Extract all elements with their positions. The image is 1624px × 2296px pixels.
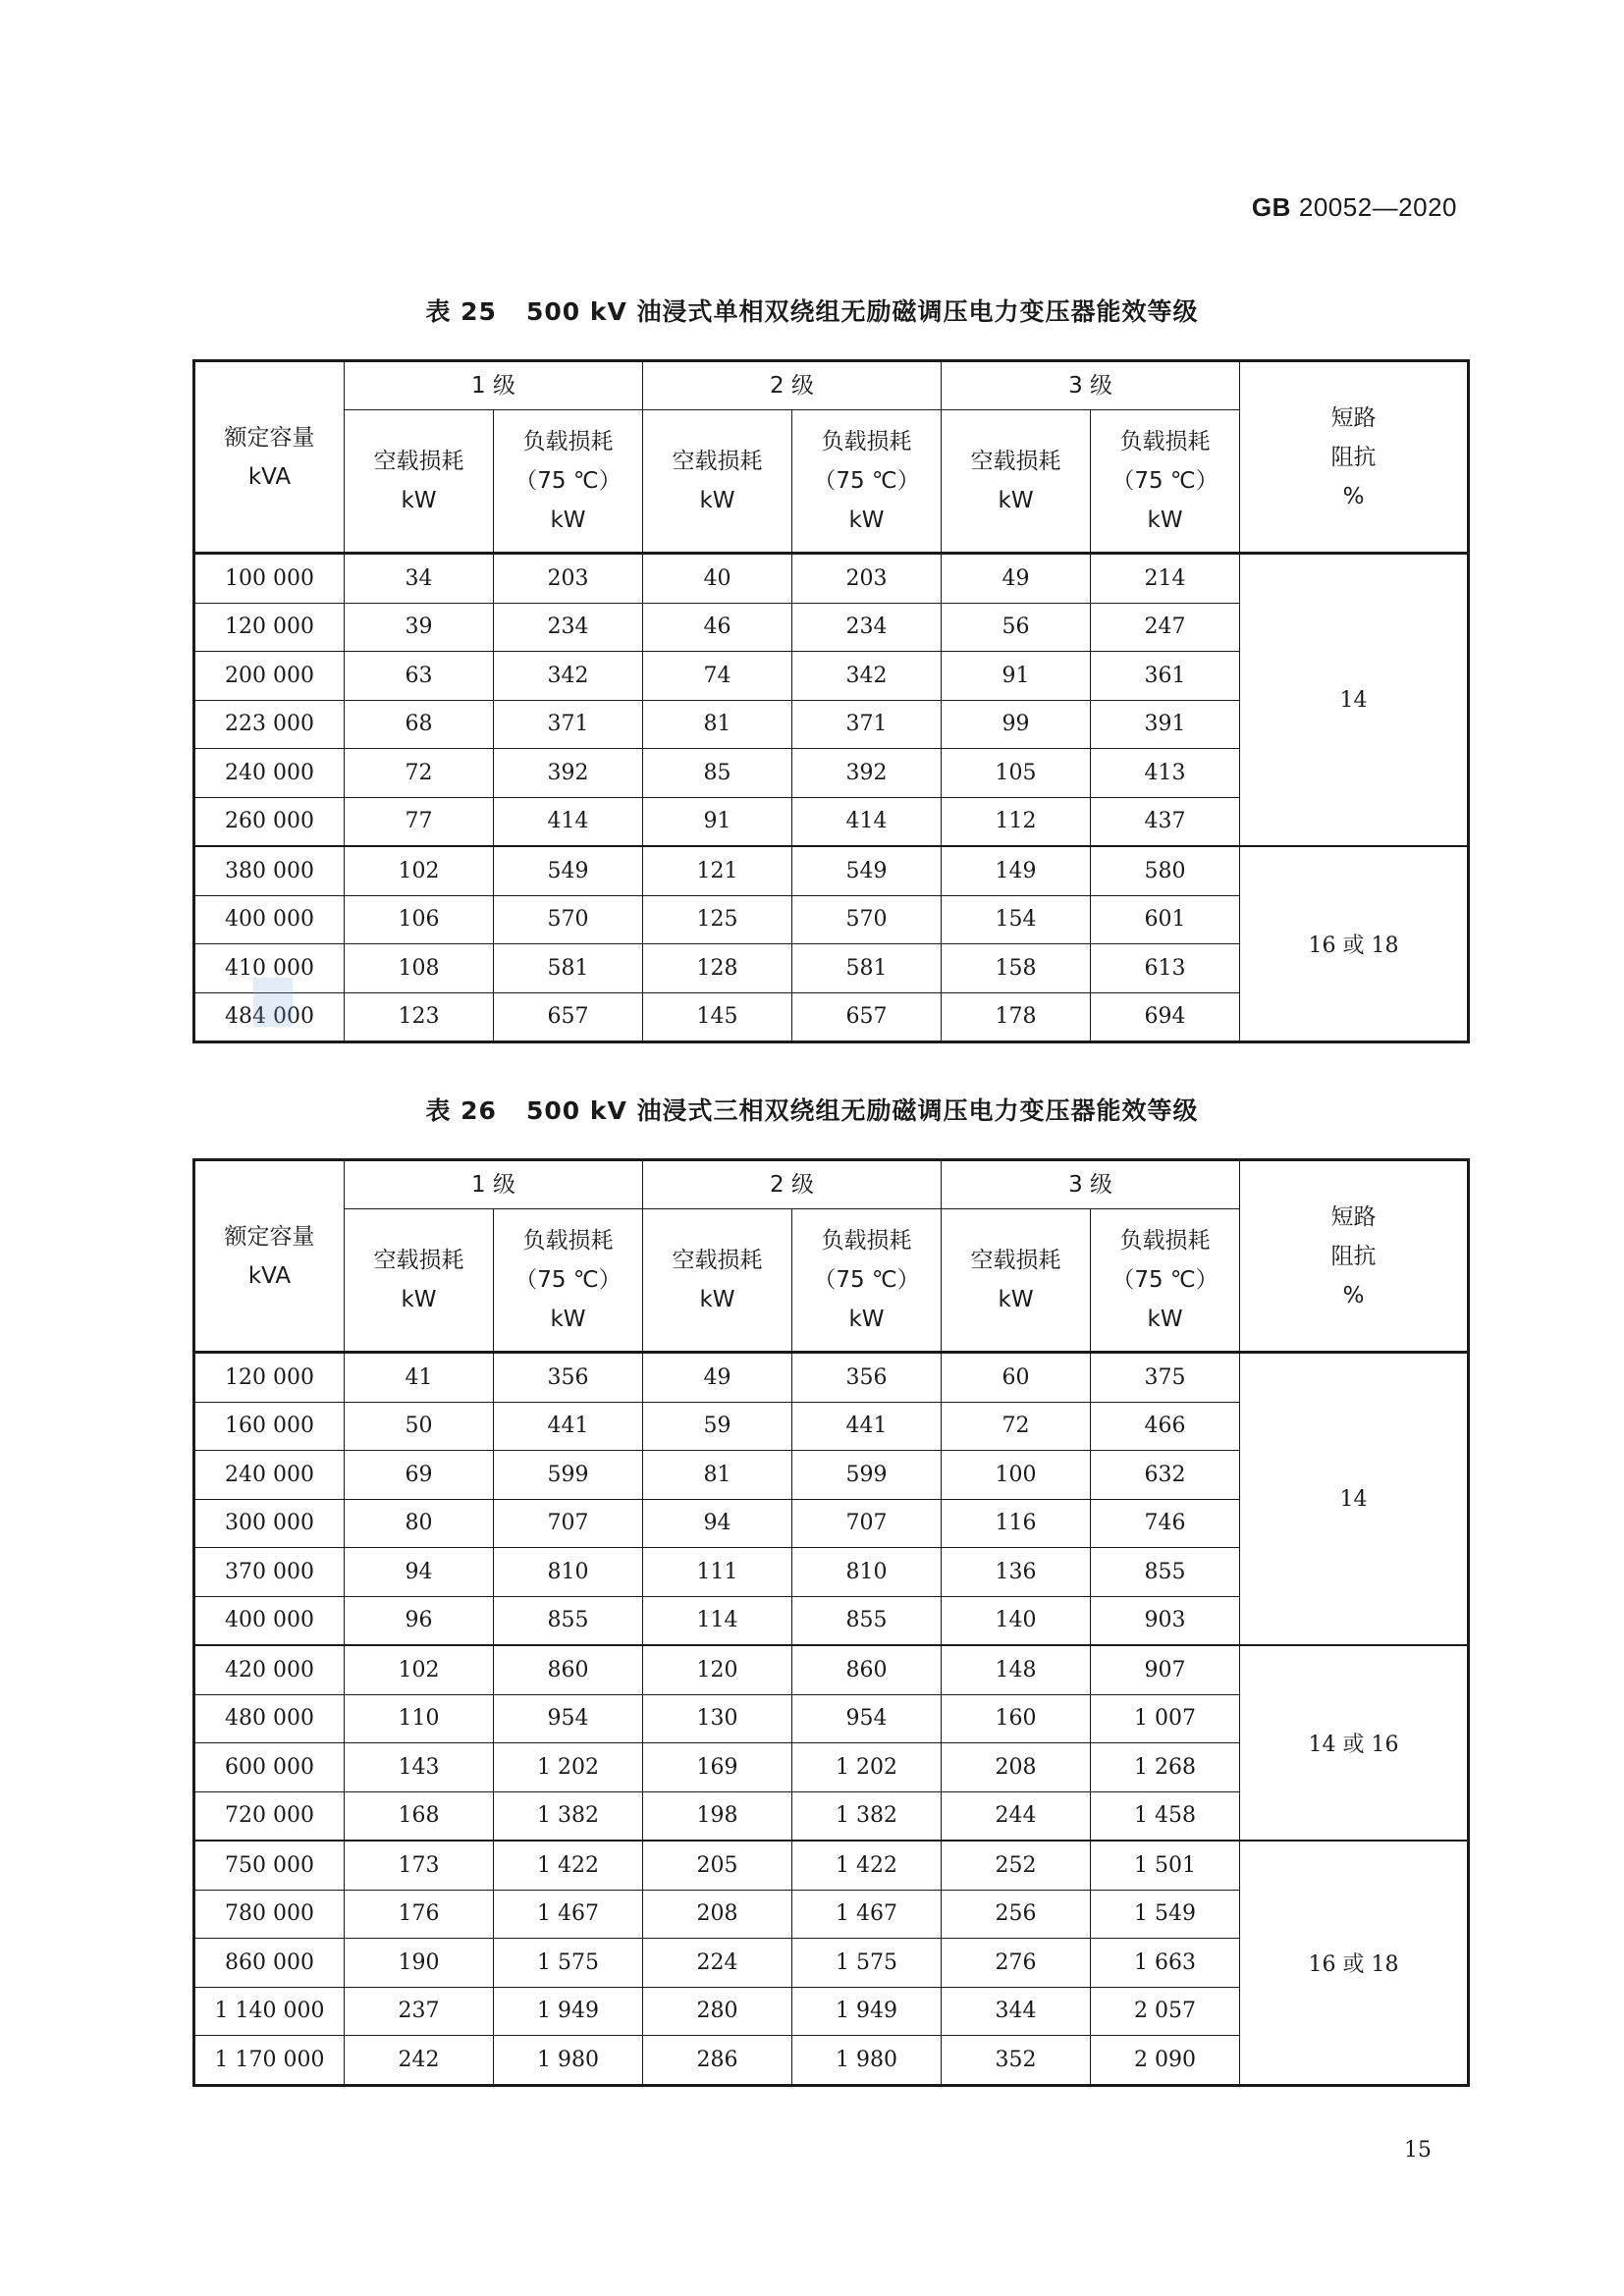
loss-cell: 391 (1091, 700, 1240, 749)
impedance-cell: 14 或 16 (1240, 1645, 1469, 1841)
loss-cell: 237 (345, 1987, 494, 2036)
loss-cell: 190 (345, 1939, 494, 1988)
loss-cell: 599 (792, 1451, 942, 1500)
loss-cell: 280 (643, 1987, 792, 2036)
loss-cell: 96 (345, 1596, 494, 1645)
impedance-cell: 14 (1240, 1353, 1469, 1646)
loss-cell: 252 (942, 1841, 1091, 1890)
loss-cell: 143 (345, 1743, 494, 1792)
header-line: kW (848, 507, 885, 533)
loss-cell: 120 (643, 1645, 792, 1694)
header-line: 负载损耗 (522, 429, 614, 454)
header-line: （75 ℃） (813, 1267, 920, 1293)
capacity-cell: 720 000 (194, 1791, 345, 1841)
grade-header: 2 级 (643, 361, 942, 410)
loss-cell: 176 (345, 1890, 494, 1939)
loss-cell: 50 (345, 1402, 494, 1451)
load-loss-header (792, 1209, 942, 1353)
loss-cell: 110 (345, 1694, 494, 1743)
capacity-cell: 420 000 (194, 1645, 345, 1694)
loss-cell: 356 (792, 1353, 942, 1403)
loss-cell: 356 (494, 1353, 643, 1403)
loss-cell: 414 (494, 797, 643, 846)
loss-cell: 361 (1091, 652, 1240, 701)
header-line: 空载损耗 (672, 1248, 763, 1273)
loss-cell: 69 (345, 1451, 494, 1500)
loss-cell: 549 (792, 846, 942, 895)
grade-header: 3 级 (942, 361, 1240, 410)
loss-cell: 208 (942, 1743, 1091, 1792)
loss-cell: 580 (1091, 846, 1240, 895)
loss-cell: 46 (643, 603, 792, 652)
loss-cell: 1 467 (494, 1890, 643, 1939)
capacity-cell: 370 000 (194, 1548, 345, 1597)
header-line: kW (401, 488, 437, 513)
header-line: 负载损耗 (1119, 429, 1211, 454)
loss-cell: 121 (643, 846, 792, 895)
loss-cell: 599 (494, 1451, 643, 1500)
loss-cell: 173 (345, 1841, 494, 1890)
loss-cell: 414 (792, 797, 942, 846)
header-line: 负载损耗 (1119, 1228, 1211, 1254)
loss-cell: 160 (942, 1694, 1091, 1743)
loss-cell: 1 949 (494, 1987, 643, 2036)
loss-cell: 1 949 (792, 1987, 942, 2036)
loss-cell: 441 (494, 1402, 643, 1451)
loss-cell: 1 382 (494, 1791, 643, 1841)
loss-cell: 145 (643, 992, 792, 1042)
loss-cell: 68 (345, 700, 494, 749)
capacity-cell: 380 000 (194, 846, 345, 895)
grade-header: 1 级 (345, 361, 643, 410)
loss-cell: 234 (494, 603, 643, 652)
header-line: （75 ℃） (514, 1267, 622, 1293)
loss-cell: 392 (792, 749, 942, 798)
load-loss-header (494, 410, 643, 554)
loss-cell: 100 (942, 1451, 1091, 1500)
loss-cell: 81 (643, 700, 792, 749)
header-line: （75 ℃） (1111, 468, 1218, 494)
loss-cell: 91 (643, 797, 792, 846)
capacity-cell: 600 000 (194, 1743, 345, 1792)
loss-cell: 123 (345, 992, 494, 1042)
loss-cell: 74 (643, 652, 792, 701)
loss-cell: 1 980 (494, 2036, 643, 2086)
no-load-loss-header (942, 1209, 1091, 1353)
table26-caption-text: 500 kV 油浸式三相双绕组无励磁调压电力变压器能效等级 (525, 1096, 1199, 1125)
impedance-cell: 16 或 18 (1240, 1841, 1469, 2085)
loss-cell: 371 (494, 700, 643, 749)
loss-cell: 632 (1091, 1451, 1240, 1500)
capacity-cell: 410 000 (194, 944, 345, 993)
loss-cell: 1 467 (792, 1890, 942, 1939)
loss-cell: 39 (345, 603, 494, 652)
loss-cell: 168 (345, 1791, 494, 1841)
load-loss-header (1091, 1209, 1240, 1353)
capacity-cell: 400 000 (194, 1596, 345, 1645)
loss-cell: 441 (792, 1402, 942, 1451)
loss-cell: 60 (942, 1353, 1091, 1403)
loss-cell: 342 (494, 652, 643, 701)
loss-cell: 907 (1091, 1645, 1240, 1694)
loss-cell: 657 (792, 992, 942, 1042)
loss-cell: 549 (494, 846, 643, 895)
standard-code (1252, 192, 1457, 223)
load-loss-header (792, 410, 942, 554)
loss-cell: 1 575 (494, 1939, 643, 1988)
capacity-cell: 1 140 000 (194, 1987, 345, 2036)
loss-cell: 1 980 (792, 2036, 942, 2086)
loss-cell: 111 (643, 1548, 792, 1597)
capacity-cell: 860 000 (194, 1939, 345, 1988)
loss-cell: 437 (1091, 797, 1240, 846)
loss-cell: 1 663 (1091, 1939, 1240, 1988)
table25-caption-number: 表 25 (425, 297, 497, 326)
header-line: kW (998, 1287, 1034, 1312)
header-line: 空载损耗 (970, 1248, 1061, 1273)
no-load-loss-header (345, 1209, 494, 1353)
impedance-header (1240, 1160, 1469, 1353)
header-line: % (1342, 483, 1365, 509)
header-line: 阻抗 (1330, 1243, 1377, 1269)
no-load-loss-header (345, 410, 494, 554)
rated-capacity-header (194, 361, 345, 554)
loss-cell: 112 (942, 797, 1091, 846)
loss-cell: 125 (643, 895, 792, 944)
header-line: 负载损耗 (821, 1228, 912, 1254)
header-line: （75 ℃） (1111, 1267, 1218, 1293)
no-load-loss-header (643, 1209, 792, 1353)
capacity-cell: 400 000 (194, 895, 345, 944)
loss-cell: 413 (1091, 749, 1240, 798)
loss-cell: 694 (1091, 992, 1240, 1042)
table25 (192, 359, 1470, 1043)
loss-cell: 286 (643, 2036, 792, 2086)
loss-cell: 116 (942, 1499, 1091, 1548)
capacity-cell: 100 000 (194, 554, 345, 604)
header-line: 空载损耗 (672, 449, 763, 474)
loss-cell: 860 (494, 1645, 643, 1694)
table26-caption (0, 1092, 1624, 1127)
capacity-cell: 750 000 (194, 1841, 345, 1890)
loss-cell: 1 575 (792, 1939, 942, 1988)
capacity-cell: 200 000 (194, 652, 345, 701)
loss-cell: 34 (345, 554, 494, 604)
header-line: kW (1147, 1307, 1183, 1332)
loss-cell: 208 (643, 1890, 792, 1939)
loss-cell: 85 (643, 749, 792, 798)
loss-cell: 570 (494, 895, 643, 944)
header-line: kW (699, 1287, 735, 1312)
loss-cell: 1 549 (1091, 1890, 1240, 1939)
loss-cell: 344 (942, 1987, 1091, 2036)
loss-cell: 855 (494, 1596, 643, 1645)
loss-cell: 72 (942, 1402, 1091, 1451)
loss-cell: 198 (643, 1791, 792, 1841)
loss-cell: 140 (942, 1596, 1091, 1645)
loss-cell: 214 (1091, 554, 1240, 604)
loss-cell: 1 501 (1091, 1841, 1240, 1890)
loss-cell: 41 (345, 1353, 494, 1403)
loss-cell: 1 422 (792, 1841, 942, 1890)
loss-cell: 276 (942, 1939, 1091, 1988)
header-line: 负载损耗 (522, 1228, 614, 1254)
loss-cell: 203 (792, 554, 942, 604)
loss-cell: 128 (643, 944, 792, 993)
loss-cell: 102 (345, 1645, 494, 1694)
loss-cell: 570 (792, 895, 942, 944)
header-line: 负载损耗 (821, 429, 912, 454)
loss-cell: 80 (345, 1499, 494, 1548)
loss-cell: 40 (643, 554, 792, 604)
loss-cell: 746 (1091, 1499, 1240, 1548)
capacity-cell: 260 000 (194, 797, 345, 846)
loss-cell: 49 (643, 1353, 792, 1403)
loss-cell: 601 (1091, 895, 1240, 944)
loss-cell: 256 (942, 1890, 1091, 1939)
capacity-cell: 480 000 (194, 1694, 345, 1743)
loss-cell: 613 (1091, 944, 1240, 993)
loss-cell: 1 202 (792, 1743, 942, 1792)
header-line: kW (1147, 507, 1183, 533)
table-row (194, 1353, 1469, 1403)
loss-cell: 860 (792, 1645, 942, 1694)
header-line: 短路 (1330, 404, 1377, 431)
grade-header: 3 级 (942, 1160, 1240, 1209)
loss-cell: 178 (942, 992, 1091, 1042)
loss-cell: 77 (345, 797, 494, 846)
loss-cell: 371 (792, 700, 942, 749)
loss-cell: 1 268 (1091, 1743, 1240, 1792)
loss-cell: 903 (1091, 1596, 1240, 1645)
loss-cell: 99 (942, 700, 1091, 749)
loss-cell: 375 (1091, 1353, 1240, 1403)
loss-cell: 466 (1091, 1402, 1240, 1451)
header-line: 阻抗 (1330, 444, 1377, 470)
capacity-cell: 300 000 (194, 1499, 345, 1548)
loss-cell: 63 (345, 652, 494, 701)
loss-cell: 244 (942, 1791, 1091, 1841)
loss-cell: 810 (792, 1548, 942, 1597)
loss-cell: 954 (792, 1694, 942, 1743)
impedance-cell: 16 或 18 (1240, 846, 1469, 1042)
loss-cell: 352 (942, 2036, 1091, 2086)
header-line: kW (848, 1307, 885, 1332)
loss-cell: 81 (643, 1451, 792, 1500)
rated-capacity-header (194, 1160, 345, 1353)
capacity-cell: 160 000 (194, 1402, 345, 1451)
header-line: kW (998, 488, 1034, 513)
loss-cell: 72 (345, 749, 494, 798)
table-row (194, 846, 1469, 895)
loss-cell: 657 (494, 992, 643, 1042)
loss-cell: 1 202 (494, 1743, 643, 1792)
capacity-cell: 780 000 (194, 1890, 345, 1939)
loss-cell: 149 (942, 846, 1091, 895)
loss-cell: 234 (792, 603, 942, 652)
header-line: kVA (247, 1262, 292, 1289)
capacity-cell: 1 170 000 (194, 2036, 345, 2086)
header-line: 空载损耗 (970, 449, 1061, 474)
page-number: 15 (1404, 2138, 1432, 2163)
loss-cell: 106 (345, 895, 494, 944)
table25-caption (0, 293, 1624, 328)
capacity-cell: 484 000 (194, 992, 345, 1042)
header-line: 额定容量 (224, 424, 315, 451)
loss-cell: 154 (942, 895, 1091, 944)
header-line: 额定容量 (224, 1223, 315, 1250)
loss-cell: 56 (942, 603, 1091, 652)
impedance-cell: 14 (1240, 554, 1469, 847)
header-line: 空载损耗 (373, 449, 464, 474)
header-line: kW (550, 1307, 586, 1332)
loss-cell: 392 (494, 749, 643, 798)
loss-cell: 2 090 (1091, 2036, 1240, 2086)
loss-cell: 224 (643, 1939, 792, 1988)
loss-cell: 247 (1091, 603, 1240, 652)
loss-cell: 169 (643, 1743, 792, 1792)
no-load-loss-header (643, 410, 792, 554)
loss-cell: 1 458 (1091, 1791, 1240, 1841)
loss-cell: 581 (494, 944, 643, 993)
loss-cell: 114 (643, 1596, 792, 1645)
capacity-cell: 120 000 (194, 603, 345, 652)
loss-cell: 707 (494, 1499, 643, 1548)
header-line: kW (550, 507, 586, 533)
loss-cell: 59 (643, 1402, 792, 1451)
loss-cell: 1 007 (1091, 1694, 1240, 1743)
header-line: 空载损耗 (373, 1248, 464, 1273)
loss-cell: 205 (643, 1841, 792, 1890)
loss-cell: 342 (792, 652, 942, 701)
table-row (194, 1841, 1469, 1890)
impedance-header (1240, 361, 1469, 554)
header-line: kW (401, 1287, 437, 1312)
no-load-loss-header (942, 410, 1091, 554)
loss-cell: 105 (942, 749, 1091, 798)
table26-caption-number: 表 26 (425, 1096, 497, 1125)
standard-prefix: GB (1251, 192, 1291, 222)
loss-cell: 158 (942, 944, 1091, 993)
header-line: % (1342, 1282, 1365, 1308)
table-row (194, 554, 1469, 604)
table-row (194, 1645, 1469, 1694)
loss-cell: 108 (345, 944, 494, 993)
watermark-stamp (253, 978, 293, 1027)
loss-cell: 954 (494, 1694, 643, 1743)
loss-cell: 94 (345, 1548, 494, 1597)
grade-header: 2 级 (643, 1160, 942, 1209)
standard-number: 20052—2020 (1298, 192, 1457, 222)
loss-cell: 242 (345, 2036, 494, 2086)
loss-cell: 148 (942, 1645, 1091, 1694)
loss-cell: 2 057 (1091, 1987, 1240, 2036)
loss-cell: 1 422 (494, 1841, 643, 1890)
loss-cell: 203 (494, 554, 643, 604)
loss-cell: 855 (792, 1596, 942, 1645)
loss-cell: 130 (643, 1694, 792, 1743)
loss-cell: 102 (345, 846, 494, 895)
header-line: 短路 (1330, 1203, 1377, 1230)
loss-cell: 136 (942, 1548, 1091, 1597)
capacity-cell: 240 000 (194, 1451, 345, 1500)
loss-cell: 94 (643, 1499, 792, 1548)
loss-cell: 707 (792, 1499, 942, 1548)
load-loss-header (494, 1209, 643, 1353)
capacity-cell: 120 000 (194, 1353, 345, 1403)
loss-cell: 91 (942, 652, 1091, 701)
header-line: （75 ℃） (813, 468, 920, 494)
loss-cell: 1 382 (792, 1791, 942, 1841)
loss-cell: 581 (792, 944, 942, 993)
capacity-cell: 223 000 (194, 700, 345, 749)
table25-caption-text: 500 kV 油浸式单相双绕组无励磁调压电力变压器能效等级 (525, 297, 1199, 326)
loss-cell: 855 (1091, 1548, 1240, 1597)
header-line: （75 ℃） (514, 468, 622, 494)
grade-header: 1 级 (345, 1160, 643, 1209)
table26 (192, 1158, 1470, 2087)
loss-cell: 810 (494, 1548, 643, 1597)
capacity-cell: 240 000 (194, 749, 345, 798)
load-loss-header (1091, 410, 1240, 554)
header-line: kVA (247, 463, 292, 490)
loss-cell: 49 (942, 554, 1091, 604)
header-line: kW (699, 488, 735, 513)
